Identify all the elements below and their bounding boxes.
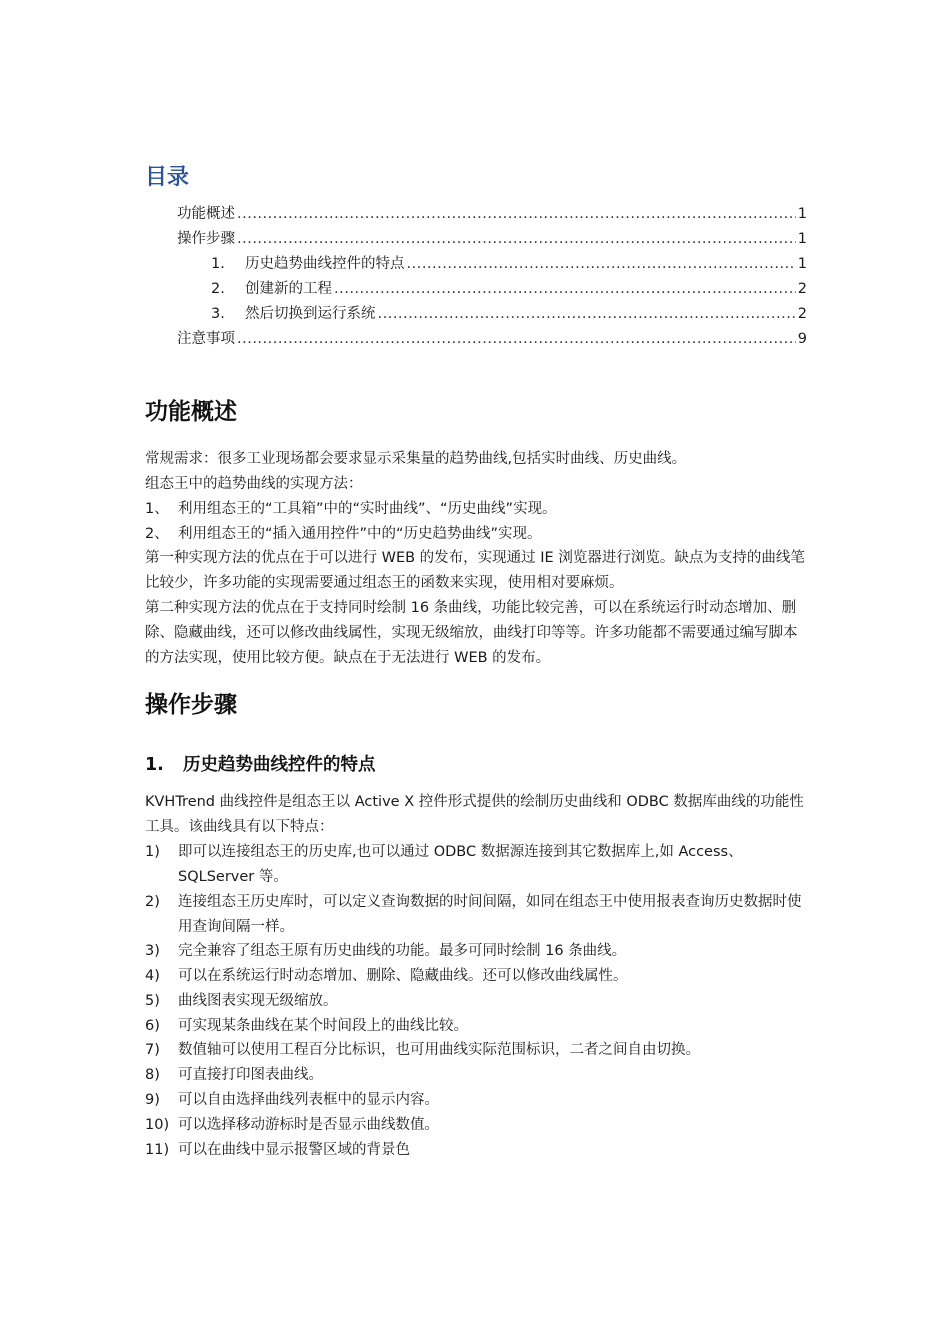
toc-leader [237, 202, 796, 227]
toc-leader [334, 277, 796, 302]
list-marker: 10) [145, 1117, 170, 1133]
list-item-text: 可实现某条曲线在某个时间段上的曲线比较。 [178, 1018, 468, 1034]
list-item [145, 1063, 807, 1088]
section-heading: 功能概述 [145, 399, 237, 425]
list-item [145, 1138, 807, 1163]
list-marker: 6) [145, 1018, 160, 1034]
toc-entry-label: 历史趋势曲线控件的特点 [245, 256, 405, 272]
list-item [145, 989, 807, 1014]
toc-entry[interactable] [177, 327, 807, 352]
list-item-text: 即可以连接组态王的历史库,也可以通过 ODBC 数据源连接到其它数据库上,如 Access、SQLServer 等。 [178, 844, 743, 885]
paragraph: KVHTrend 曲线控件是组态王以 Active X 控件形式提供的绘制历史曲线和 ODBC 数据库曲线的功能性工具。该曲线具有以下特点： [145, 794, 804, 835]
list-marker: 5) [145, 993, 160, 1009]
list-marker: 1、 [145, 501, 169, 517]
toc-entry-number: 1. [211, 256, 225, 272]
list-item-text: 可以选择移动游标时是否显示曲线数值。 [178, 1117, 439, 1133]
toc-entry[interactable] [211, 302, 807, 327]
toc-leader [237, 227, 796, 252]
paragraph: 组态王中的趋势曲线的实现方法： [145, 476, 363, 492]
list-marker: 8) [145, 1067, 160, 1083]
list-item [145, 1038, 807, 1063]
list-item-text: 可以自由选择曲线列表框中的显示内容。 [178, 1092, 439, 1108]
toc-entry[interactable] [211, 277, 807, 302]
toc-leader [237, 327, 796, 352]
subsection-number: 1. [145, 755, 164, 775]
list-marker: 2、 [145, 526, 169, 542]
subsection-heading [145, 752, 376, 778]
toc-page-number: 2 [797, 306, 807, 322]
toc-entry-label: 注意事项 [177, 331, 235, 347]
paragraph: 第二种实现方法的优点在于支持同时绘制 16 条曲线，功能比较完善，可以在系统运行时动态增加、删除、隐藏曲线，还可以修改曲线属性，实现无级缩放，曲线打印等等。许多功能都不需要通过编写脚本的方法实现，使用比较方便。缺点在于无法进行 WEB 的发布。 [145, 600, 798, 666]
list-item [145, 497, 807, 522]
toc-page-number: 1 [797, 231, 807, 247]
list-item-text: 可直接打印图表曲线。 [178, 1067, 323, 1083]
subsection-title: 历史趋势曲线控件的特点 [183, 755, 376, 775]
list-marker: 1) [145, 844, 160, 860]
toc-entry[interactable] [177, 227, 807, 252]
toc-entry-label: 创建新的工程 [245, 281, 332, 297]
list-item-text: 连接组态王历史库时，可以定义查询数据的时间间隔，如同在组态王中使用报表查询历史数据时使用查询间隔一样。 [178, 894, 802, 935]
paragraph: 常规需求：很多工业现场都会要求显示采集量的趋势曲线,包括实时曲线、历史曲线。 [145, 451, 687, 467]
toc-page-number: 2 [797, 281, 807, 297]
list-marker: 2) [145, 894, 160, 910]
list-item [145, 939, 807, 964]
toc-entry-number: 2. [211, 281, 225, 297]
list-item-text: 利用组态王的“插入通用控件”中的“历史趋势曲线”实现。 [178, 526, 542, 542]
toc-leader [407, 252, 796, 277]
toc-entry-label: 功能概述 [177, 206, 235, 222]
toc-entry-label: 操作步骤 [177, 231, 235, 247]
list-marker: 7) [145, 1042, 160, 1058]
list-marker: 4) [145, 968, 160, 984]
list-item [145, 890, 807, 940]
list-item-text: 曲线图表实现无级缩放。 [178, 993, 338, 1009]
list-item [145, 964, 807, 989]
list-item-text: 完全兼容了组态王原有历史曲线的功能。最多可同时绘制 16 条曲线。 [178, 943, 627, 959]
list-item-text: 可以在曲线中显示报警区域的背景色 [178, 1142, 410, 1158]
list-marker: 11) [145, 1142, 170, 1158]
toc-leader [378, 302, 796, 327]
toc-entry-label: 然后切换到运行系统 [245, 306, 376, 322]
list-item-text: 利用组态王的“工具箱”中的“实时曲线”、“历史曲线”实现。 [178, 501, 557, 517]
toc-entry[interactable] [177, 202, 807, 227]
toc-entry[interactable] [211, 252, 807, 277]
list-marker: 3) [145, 943, 160, 959]
list-marker: 9) [145, 1092, 160, 1108]
list-item-text: 数值轴可以使用工程百分比标识，也可用曲线实际范围标识，二者之间自由切换。 [178, 1042, 700, 1058]
list-item [145, 1014, 807, 1039]
toc-title: 目录 [145, 165, 190, 190]
list-item-text: 可以在系统运行时动态增加、删除、隐藏曲线。还可以修改曲线属性。 [178, 968, 628, 984]
list-item [145, 522, 807, 547]
toc-entry-number: 3. [211, 306, 225, 322]
list-item [145, 840, 807, 890]
section-heading: 操作步骤 [145, 692, 237, 718]
paragraph: 第一种实现方法的优点在于可以进行 WEB 的发布，实现通过 IE 浏览器进行浏览。缺点为支持的曲线笔比较少，许多功能的实现需要通过组态王的函数来实现，使用相对要麻烦。 [145, 550, 805, 591]
toc-page-number: 1 [797, 206, 807, 222]
toc-page-number: 1 [797, 256, 807, 272]
list-item [145, 1088, 807, 1113]
list-item [145, 1113, 807, 1138]
toc-page-number: 9 [797, 331, 807, 347]
